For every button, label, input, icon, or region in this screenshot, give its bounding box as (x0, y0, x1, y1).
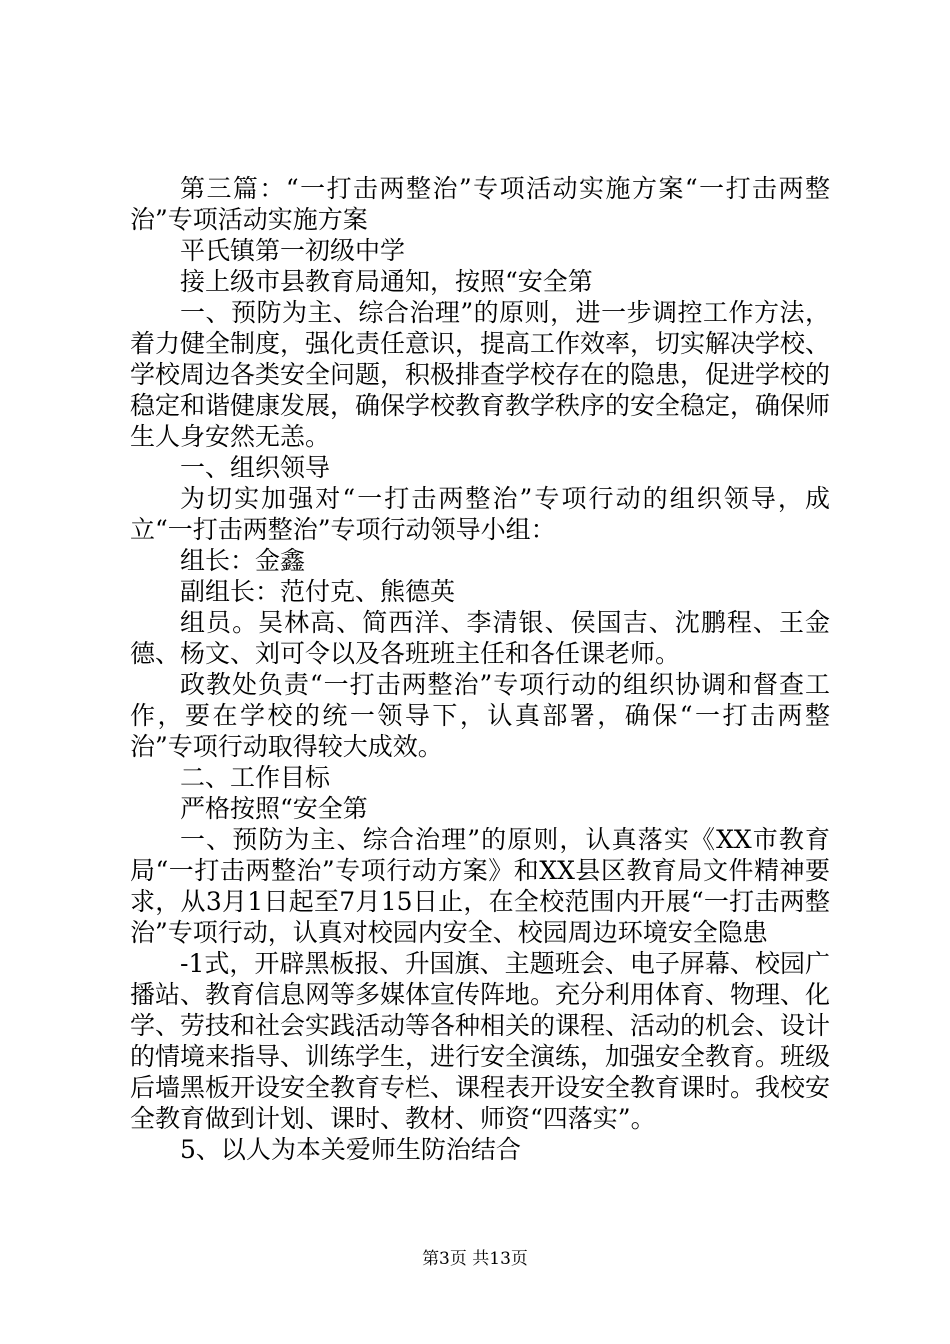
school-name: 平氏镇第一初级中学 (180, 236, 406, 265)
paragraph: 接上级市县教育局通知，按照“安全第 (180, 267, 593, 296)
section-heading: 二、工作目标 (180, 763, 331, 792)
paragraph: -1式，开辟黑板报、升国旗、主题班会、电子屏幕、校园广播站、教育信息网等多媒体宣传阵地。充分利用体育、物理、化学、劳技和社会实践活动等各种相关的课程、活动的机会、设计的情境来指导、训练学生，进行安全演练，加强安全教育。班级后墙黑板开设安全教育专栏、课程表开设安全教育课时。我校安全教育做到计划、课时、教材、师资“四落实”。 (130, 949, 831, 1133)
paragraph: 组员。吴林高、简西洋、李清银、侯国吉、沈鹏程、王金德、杨文、刘可令以及各班班主任和各任课老师。 (130, 608, 830, 668)
paragraph: 严格按照“安全第 (180, 794, 368, 823)
paragraph: 为切实加强对“一打击两整治”专项行动的组织领导，成立“一打击两整治”专项行动领导小组： (130, 484, 830, 544)
paragraph: 一、预防为主、综合治理”的原则，进一步调控工作方法，着力健全制度，强化责任意识，提高工作效率，切实解决学校、学校周边各类安全问题，积极排查学校存在的隐患，促进学校的稳定和谐健康发展，确保学校教育教学秩序的安全稳定，确保师生人身安然无恙。 (130, 298, 831, 451)
paragraph: 一、预防为主、综合治理”的原则，认真落实《XX市教育局“一打击两整治”专项行动方案》和XX县区教育局文件精神要求，从3月1日起至7月15日止，在全校范围内开展“一打击两整治”专项行动，认真对校园内安全、校园周边环境安全隐患 (130, 825, 830, 947)
paragraph: 副组长：范付克、熊德英 (180, 577, 456, 606)
document-body (130, 173, 830, 1165)
paragraph: 政教处负责“一打击两整治”专项行动的组织协调和督查工作，要在学校的统一领导下，认真部署，确保“一打击两整治”专项行动取得较大成效。 (130, 670, 830, 761)
document-title: 第三篇：“一打击两整治”专项活动实施方案“一打击两整治”专项活动实施方案 (130, 174, 830, 234)
paragraph: 5、以人为本关爱师生防治结合 (180, 1135, 521, 1164)
section-heading: 一、组织领导 (180, 453, 331, 482)
page-footer: 第3页 共13页 (422, 1249, 528, 1269)
paragraph: 组长：金鑫 (180, 546, 306, 575)
